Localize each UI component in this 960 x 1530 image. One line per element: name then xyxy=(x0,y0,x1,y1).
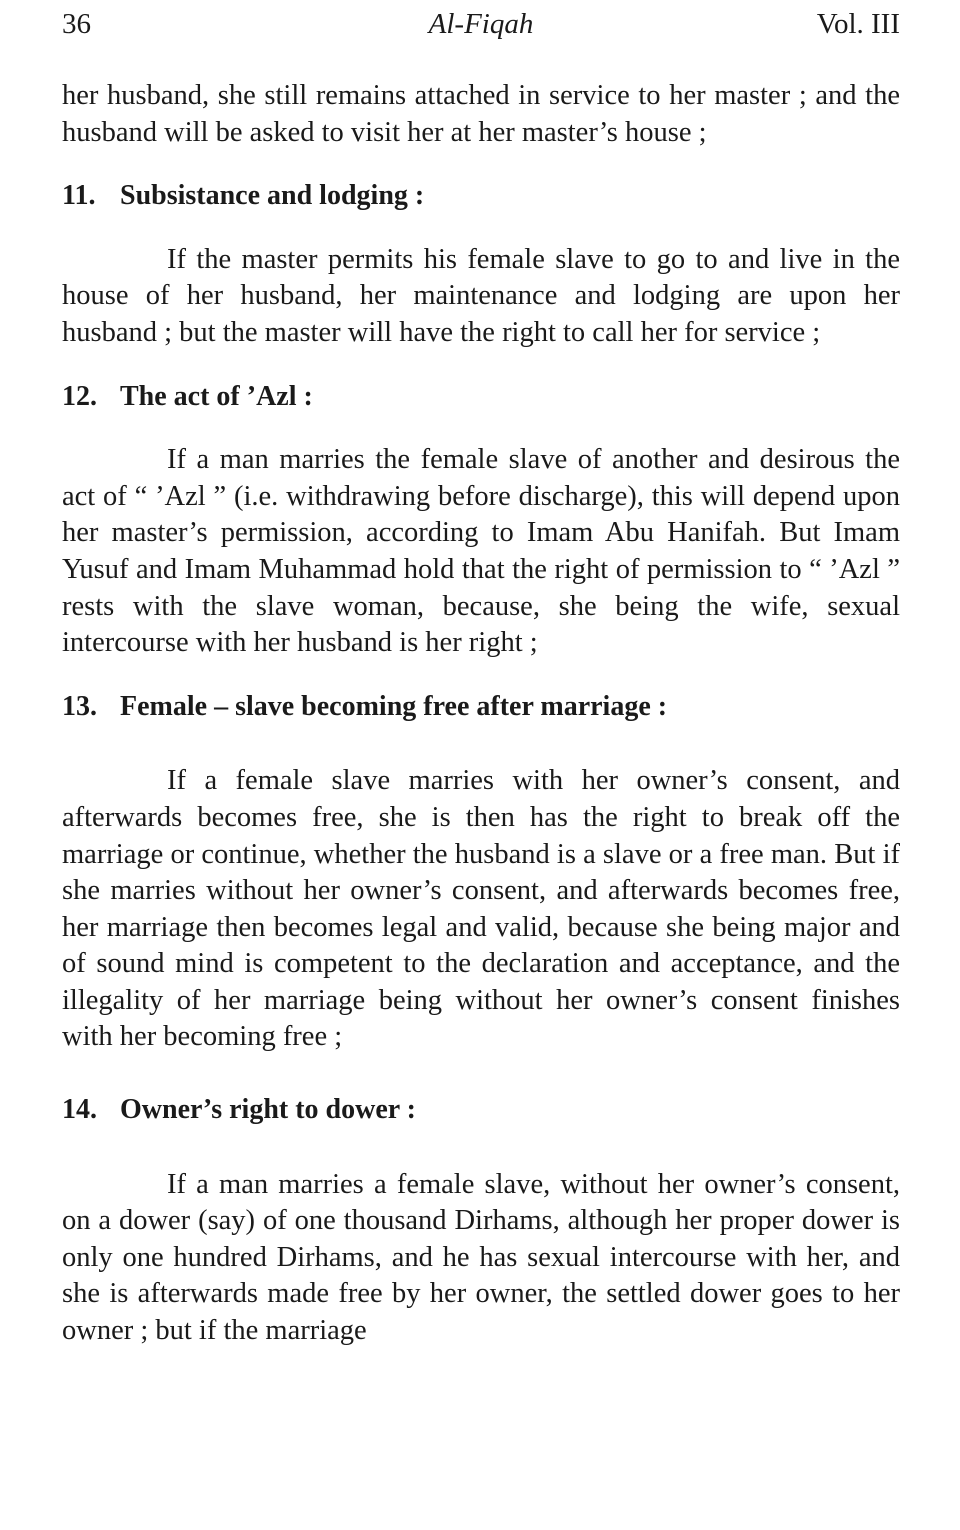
section-paragraph-14: If a man marries a female slave, without her owner’s consent, on a dower (say) of one thousand Dirhams, although her proper dower is only one hundred Dirhams, and he has sexual intercourse with her, and she is afterwards made free by her owner, the settled dower goes to her owner ; but if the marriage xyxy=(62,1168,900,1347)
section-heading-14 xyxy=(62,1092,900,1129)
section-paragraph-11: If the master permits his female slave to go to and live in the house of her husband, her maintenance and lodging are upon her husband ; but the master will have the right to call her for service ; xyxy=(62,243,900,348)
running-header xyxy=(62,4,900,44)
section-title: Subsistance and lodging : xyxy=(120,180,425,212)
book-title: Al-Fiqah xyxy=(428,8,534,40)
page-number: 36 xyxy=(62,8,91,40)
section-number: 12. xyxy=(62,380,97,412)
page-body xyxy=(62,78,900,1350)
section-paragraph-13: If a female slave marries with her owner’s consent, and afterwards becomes free, she is then has the right to break off the marriage or continue, whether the husband is a slave or a free man. But if she marries without her owner’s consent, and afterwards becomes free, her marriage then becomes legal and valid, because she being major and of sound mind is competent to the declaration and acceptance, and the illegality of her marriage being without her owner’s consent finishes with her becoming free ; xyxy=(62,765,900,1053)
section-heading-11 xyxy=(62,178,900,215)
section-paragraph-12: If a man marries the female slave of another and desirous the act of “ ’Azl ” (i.e. withdrawing before discharge), this will depend upon her master’s permission, according to Imam Abu Hanifah. But Imam Yusuf and Imam Muhammad hold that the right of permission to “ ’Azl ” rests with the slave woman, because, she being the wife, sexual intercourse with her husband is her right ; xyxy=(62,444,900,659)
section-number: 11. xyxy=(62,180,96,212)
continuation-paragraph: her husband, she still remains attached in service to her master ; and the husband will be asked to visit her at her master’s house ; xyxy=(62,80,900,148)
section-title: The act of ’Azl : xyxy=(120,380,313,412)
section-title: Female – slave becoming free after marriage : xyxy=(120,690,668,722)
section-title: Owner’s right to dower : xyxy=(120,1094,417,1126)
section-heading-13 xyxy=(62,689,900,726)
section-number: 14. xyxy=(62,1094,97,1126)
section-number: 13. xyxy=(62,690,97,722)
volume-label: Vol. III xyxy=(816,8,900,40)
section-heading-12 xyxy=(62,379,900,416)
